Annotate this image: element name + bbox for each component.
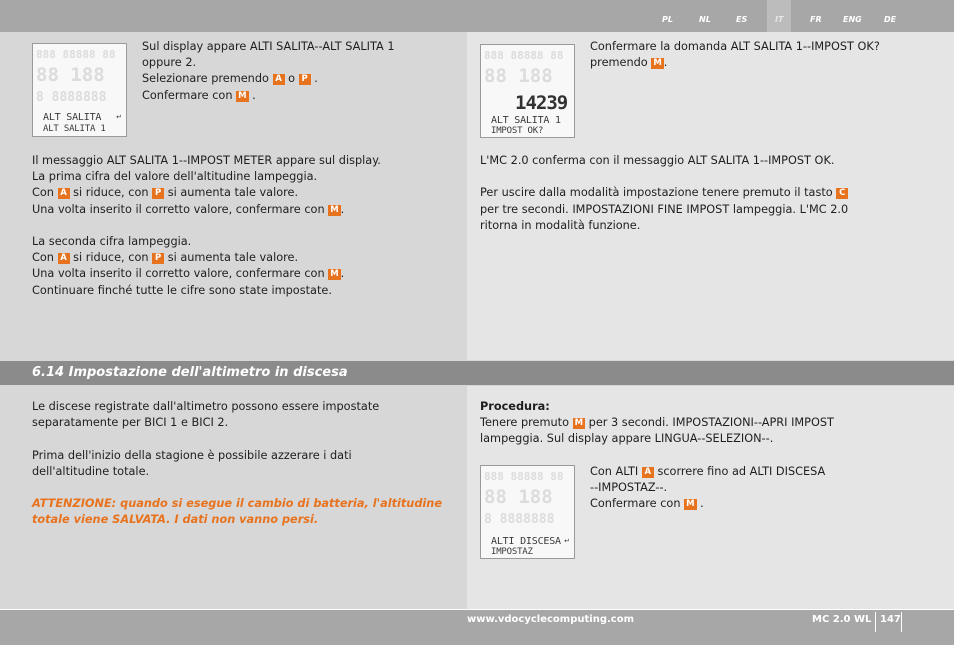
lang-eng[interactable]: ENG (843, 15, 862, 24)
key-p-icon: P (152, 253, 164, 264)
key-a-icon: A (58, 253, 70, 264)
lcd-altitude-value: 14239 (515, 92, 568, 114)
warning-text: totale viene SALVATA. I dati non vanno persi. (32, 513, 319, 527)
lang-fr[interactable]: FR (810, 15, 822, 24)
lang-it[interactable]: IT (775, 15, 784, 24)
lcd-line-2: IMPOSTAZ (491, 547, 533, 557)
key-m-icon: M (574, 418, 584, 429)
lcd-line-1: ALT SALITA (43, 112, 102, 123)
warning-text: ATTENZIONE: quando si esegue il cambio di batteria, l'altitudine (32, 497, 442, 511)
footer-website-link[interactable]: www.vdocyclecomputing.com (467, 614, 635, 625)
top-right-text: Confermare la domanda ALT SALITA 1--IMPOST OK? premendo M . (590, 40, 880, 70)
key-a-icon: A (642, 467, 654, 478)
bottom-right-step: Con ALTI A scorrere fino ad ALTI DISCESA --IMPOSTAZ--. Confermare con M . (590, 465, 826, 511)
top-language-bar (0, 0, 954, 32)
footer-divider (0, 609, 954, 610)
footer-separator (901, 612, 902, 632)
lcd-display-alti-discesa: 888 88888 88 88 188 8 8888888 ALTI DISCESA ↵ IMPOSTAZ (480, 465, 575, 559)
key-m-icon: M (330, 269, 339, 280)
footer-separator (875, 612, 876, 632)
key-m-icon: M (686, 499, 695, 510)
left-body-text: Il messaggio ALT SALITA 1--IMPOST METER appare sul display. La prima cifra del valore dell'altitudine lampeggia. Con A si riduce, con P si aumenta tale valore. Una volta inserito il corretto valore, confermare con M . La seconda cifra lampeggia. Con A si riduce, con P si aumenta tale valore. Una volta inserito il corretto valore, confermare con M . Continuare finché tutte le cifre sono state impostate. (32, 154, 381, 297)
lang-pl[interactable]: PL (662, 15, 673, 24)
key-m-icon: M (330, 204, 339, 215)
footer-model: MC 2.0 WL (812, 614, 872, 625)
key-a-icon: A (58, 188, 70, 199)
section-title: 6.14 Impostazione dell'altimetro in discesa (32, 365, 348, 380)
lang-es[interactable]: ES (736, 15, 748, 24)
lang-nl[interactable]: NL (699, 15, 711, 24)
key-c-icon: C (836, 188, 848, 199)
lcd-display-impost-ok: 888 88888 88 88 188 14239 ALT SALITA 1 IMPOST OK? (480, 44, 575, 138)
back-arrow-icon: ↵ (564, 537, 570, 545)
lcd-line-1: ALTI DISCESA (491, 536, 561, 547)
top-left-text: Sul display appare ALTI SALITA--ALT SALITA 1 oppure 2. Selezionare premendo A o P . Confermare con M . (142, 40, 395, 102)
page-number: 147 (880, 614, 901, 625)
key-m-icon: M (238, 90, 247, 101)
key-m-icon: M (653, 58, 662, 69)
procedure-heading: Procedura: (480, 400, 550, 413)
lang-de[interactable]: DE (884, 15, 897, 24)
right-body-text: L'MC 2.0 conferma con il messaggio ALT SALITA 1--IMPOST OK. Per uscire dalla modalità impostazione tenere premuto il tasto C per tre secondi. IMPOSTAZIONI FINE IMPOST lampeggia. L'MC 2.0 ritorna in modalità funzione. (480, 154, 849, 232)
lcd-line-2: ALT SALITA 1 (43, 124, 106, 134)
key-p-icon: P (152, 188, 164, 199)
key-p-icon: P (299, 74, 311, 85)
bottom-left-text: Le discese registrate dall'altimetro possono essere impostate separatamente per BICI 1 e BICI 2. Prima dell'inizio della stagione è possibile azzerare i dati dell'altitudine totale. ATTENZIONE: quando si esegue il cambio di batteria, l'altitudine totale viene SALVATA. I dati non vanno persi. (32, 399, 442, 529)
bottom-right-text: Procedura: Tenere premuto M per 3 secondi. IMPOSTAZIONI--APRI IMPOST lampeggia. Sul display appare LINGUA--SELEZION--. (480, 400, 834, 446)
key-a-icon: A (273, 74, 285, 85)
lcd-line-1: ALT SALITA 1 (491, 115, 561, 126)
back-arrow-icon: ↵ (116, 113, 122, 121)
lcd-line-2: IMPOST OK? (491, 126, 544, 136)
lcd-display-alt-salita: 888 88888 88 88 188 8 8888888 ALT SALITA ↵ ALT SALITA 1 (32, 43, 127, 137)
